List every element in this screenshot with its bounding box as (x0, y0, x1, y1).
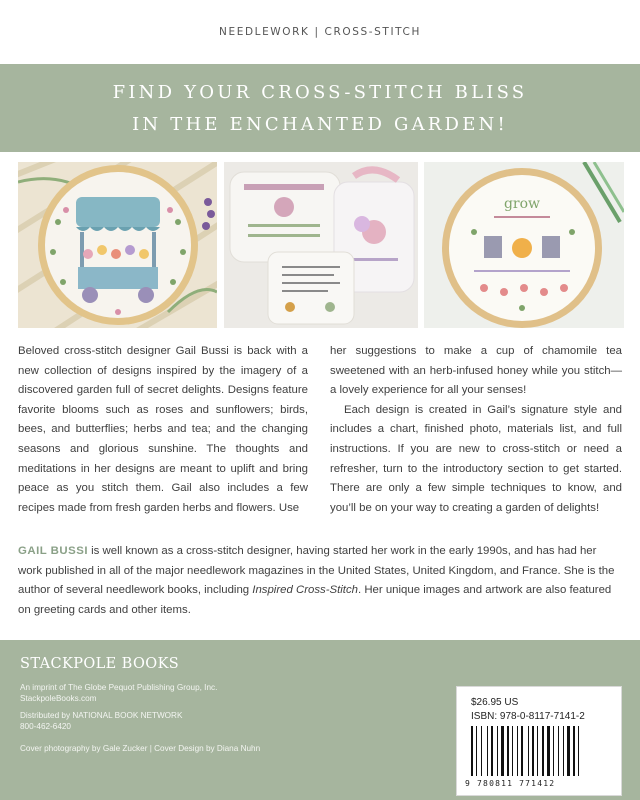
description-paragraph-2: Each design is created in Gail’s signature style and includes a chart, finished photo, materials list, and full instructions. If you are new to cross-stitch or need a refresher, turn to the introductory section to get started. There are only a few simple techniques to know, and you’ll be on your way to creating a garden of delights! (330, 403, 622, 514)
website-text: StackpoleBooks.com (20, 694, 97, 703)
credits-text: Cover photography by Gale Zucker | Cover Design by Diana Nuhn (20, 744, 261, 753)
book-title: Inspired Cross-Stitch (252, 584, 358, 597)
barcode-icon (469, 726, 611, 778)
description-paragraph-1-continued: her suggestions to make a cup of chamomile tea sweetened with an herb-infused honey while you stitch—a lovely experience for all your senses! (330, 345, 622, 397)
headline-banner (0, 64, 640, 152)
headline-line-2: IN THE ENCHANTED GARDEN! (132, 114, 508, 135)
distributor-text: Distributed by NATIONAL BOOK NETWORK (20, 711, 183, 720)
grow-hoop-photo (424, 162, 624, 328)
price-label: $26.95 US (471, 697, 519, 708)
cart-of-flowers-hoop-photo (18, 162, 217, 328)
description-right-column (330, 342, 622, 518)
bio-text-1: is well known as a cross-stitch designer, having started her work in the early 1990s, and has had her work published in all of the major needlework magazines in the United States, United Kingdom, and France. She is the author of several needlework books, including (18, 545, 615, 597)
author-bio (18, 542, 622, 620)
description-left-column (18, 342, 308, 518)
publisher-footer (0, 640, 640, 800)
description-paragraph-1: Beloved cross-stitch designer Gail Bussi is back with a new collection of designs inspired by the imagery of a discovered garden full of secret delights. Designs feature favorite blooms such as roses and sunflowers; birds, bees, and butterflies; herbs and tea; and the changing seasons and glorious sunshine. The thoughts and meditations in her designs are meant to uplift and bring peace as you stitch them. Gail also includes a few recipes made from fresh garden herbs and flowers. Use (18, 345, 308, 514)
publisher-logo: STACKPOLE BOOKS (20, 656, 180, 672)
headline-line-1: FIND YOUR CROSS-STITCH BLISS (112, 82, 528, 103)
bio-text-2: . Her unique images and artwork are also featured on greeting cards and other items. (18, 584, 612, 616)
category-label: NEEDLEWORK | CROSS-STITCH (219, 26, 421, 38)
embroidered-pillows-photo (224, 162, 418, 328)
svg-text:grow: grow (503, 196, 541, 212)
isbn-label: ISBN: 978-0-8117-7141-2 (471, 711, 585, 722)
barcode-box (456, 686, 622, 796)
author-name: GAIL BUSSI (18, 545, 88, 557)
ean-digits: 9 780811 771412 (465, 779, 556, 788)
phone-text: 800-462-6420 (20, 722, 71, 731)
imprint-text: An imprint of The Globe Pequot Publishing Group, Inc. (20, 683, 218, 692)
